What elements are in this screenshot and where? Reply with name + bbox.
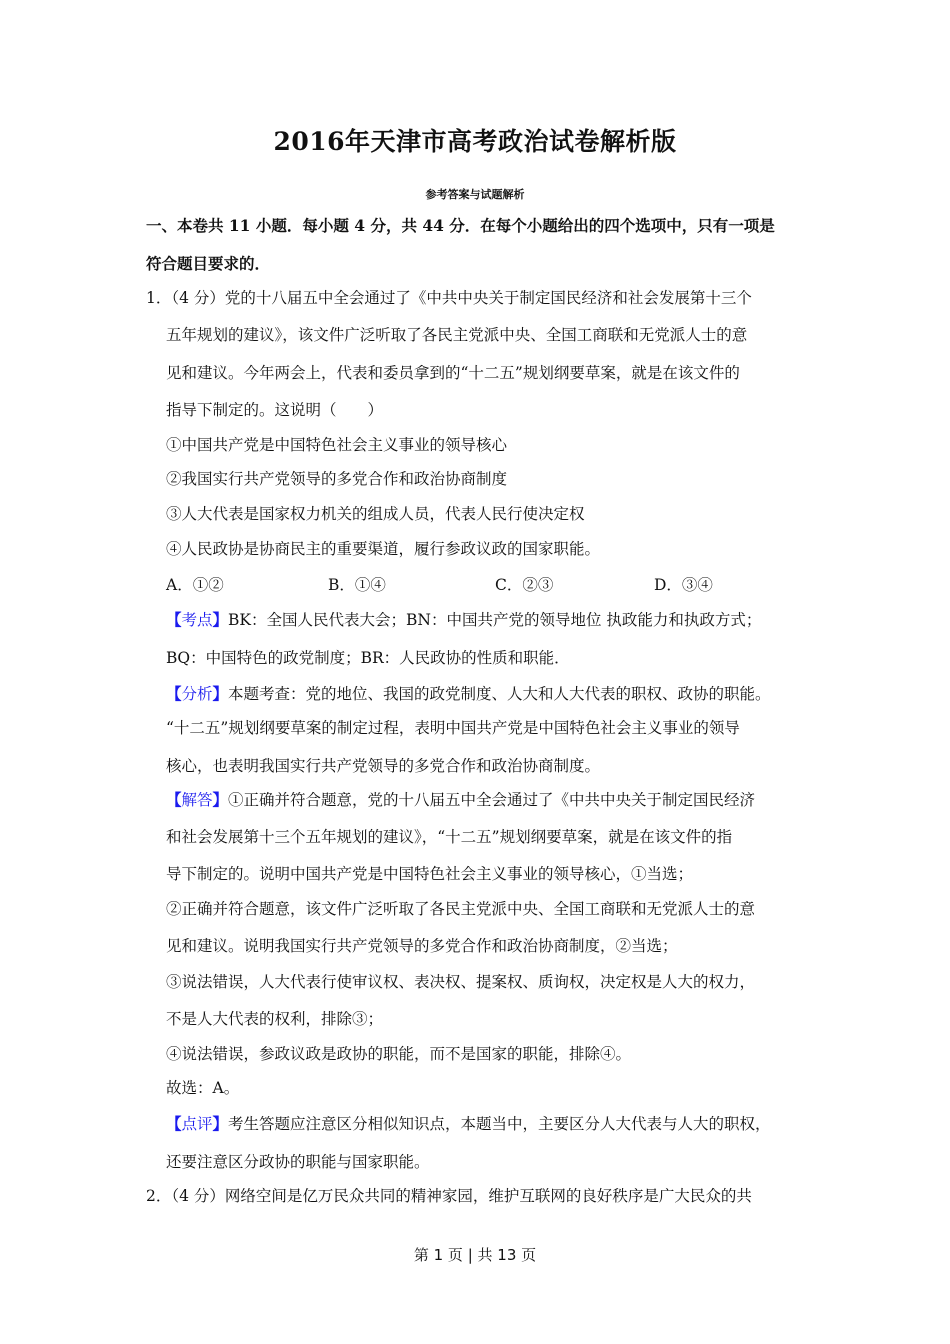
- q1-kaodian-line-2: BQ：中国特色的政党制度；BR：人民政协的性质和职能．: [166, 649, 570, 667]
- q1-jieda-line-9: 故选：A。: [166, 1079, 240, 1097]
- q1-jieda-line-5: 见和建议。说明我国实行共产党领导的多党合作和政治协商制度，②当选；: [166, 937, 678, 955]
- q1-stem-line-1: 1．（4 分）党的十八届五中全会通过了《中共中央关于制定国民经济和社会发展第十三个: [146, 289, 752, 307]
- q1-jieda-line-2: 和社会发展第十三个五年规划的建议》，“十二五”规划纲要草案，就是在该文件的指: [166, 828, 733, 846]
- dianping-text-1: 考生答题应注意区分相似知识点，本题当中，主要区分人大代表与人大的职权，: [228, 1115, 771, 1133]
- q1-jieda-line-8: ④说法错误，参政议政是政协的职能，而不是国家的职能，排除④。: [166, 1045, 632, 1063]
- q1-statement-4: ④人民政协是协商民主的重要渠道，履行参政议政的国家职能。: [166, 540, 601, 558]
- q1-jieda-line-1: [166, 790, 755, 810]
- kaodian-label: 考点: [181, 611, 213, 629]
- jieda-label: 解答: [181, 791, 213, 809]
- q1-fenxi-line-1: [166, 684, 771, 704]
- q1-stem-line-4: 指导下制定的。这说明（ ）: [166, 401, 384, 419]
- q1-fenxi-line-3: 核心，也表明我国实行共产党领导的多党合作和政治协商制度。: [166, 757, 601, 775]
- jieda-tag: 【解答】: [166, 790, 229, 809]
- q2-stem-line-1: 2．（4 分）网络空间是亿万民众共同的精神家园，维护互联网的良好秩序是广大民众的共: [146, 1187, 752, 1205]
- q1-jieda-line-6: ③说法错误，人大代表行使审议权、表决权、提案权、质询权，决定权是人大的权力，: [166, 973, 756, 991]
- q1-jieda-line-7: 不是人大代表的权利，排除③；: [166, 1010, 384, 1028]
- fenxi-label: 分析: [181, 685, 213, 703]
- q1-jieda-line-4: ②正确并符合题意，该文件广泛听取了各民主党派中央、全国工商联和无党派人士的意: [166, 900, 756, 918]
- q1-dianping-line-1: [166, 1114, 771, 1134]
- dianping-label: 点评: [181, 1115, 213, 1133]
- q1-kaodian-line-1: [166, 610, 761, 630]
- q1-option-a: A．①②: [166, 576, 224, 594]
- section-header-line-2: 符合题目要求的．: [146, 254, 271, 273]
- q1-option-b: B．①④: [328, 576, 386, 594]
- q1-dianping-line-2: 还要注意区分政协的职能与国家职能。: [166, 1153, 430, 1171]
- fenxi-text-1: 本题考查：党的地位、我国的政党制度、人大和人大代表的职权、政协的职能。: [228, 685, 771, 703]
- kaodian-text-1: BK：全国人民代表大会；BN：中国共产党的领导地位 执政能力和执政方式；: [228, 611, 762, 629]
- section-header-line-1: 一、本卷共 11 小题．每小题 4 分，共 44 分．在每个小题给出的四个选项中，只有一项是: [146, 216, 775, 235]
- q1-statement-3: ③人大代表是国家权力机关的组成人员，代表人民行使决定权: [166, 505, 585, 523]
- q1-statement-1: ①中国共产党是中国特色社会主义事业的领导核心: [166, 436, 508, 454]
- q1-stem-line-2: 五年规划的建议》，该文件广泛听取了各民主党派中央、全国工商联和无党派人士的意: [166, 326, 748, 344]
- kaodian-tag: 【考点】: [166, 610, 229, 629]
- document-subtitle: 参考答案与试题解析: [425, 188, 525, 201]
- jieda-text-1: ①正确并符合题意，党的十八届五中全会通过了《中共中央关于制定国民经济: [228, 791, 756, 809]
- document-title: 2016年天津市高考政治试卷解析版: [273, 127, 677, 156]
- q1-jieda-line-3: 导下制定的。说明中国共产党是中国特色社会主义事业的领导核心，①当选；: [166, 865, 694, 883]
- q1-stem-line-3: 见和建议。今年两会上，代表和委员拿到的“十二五”规划纲要草案，就是在该文件的: [166, 364, 740, 382]
- dianping-tag: 【点评】: [166, 1114, 229, 1133]
- q1-fenxi-line-2: “十二五”规划纲要草案的制定过程，表明中国共产党是中国特色社会主义事业的领导: [166, 719, 740, 737]
- page-indicator: 第 1 页 | 共 13 页: [413, 1246, 537, 1264]
- q1-statement-2: ②我国实行共产党领导的多党合作和政治协商制度: [166, 470, 508, 488]
- q1-option-d: D．③④: [654, 576, 713, 594]
- fenxi-tag: 【分析】: [166, 684, 229, 703]
- q1-option-c: C．②③: [495, 576, 554, 594]
